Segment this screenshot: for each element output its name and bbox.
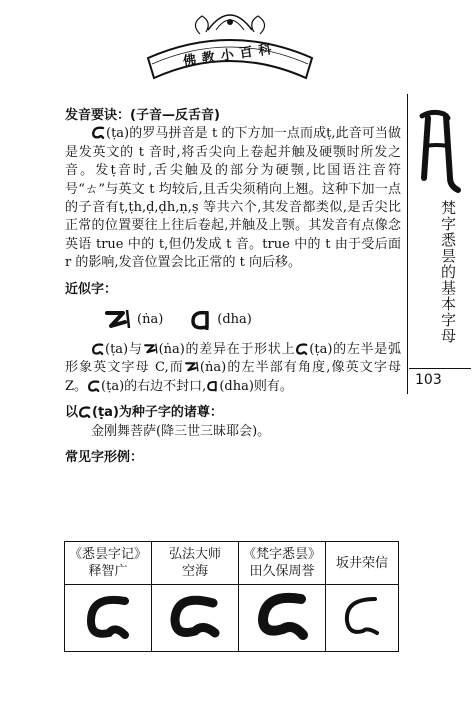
siddham-dha-glyph [189,308,213,332]
similar-text-b: (ṅa)的差异在于形状上 [158,342,296,358]
column-divider [407,94,408,394]
glyph-cell [152,585,239,652]
similar-samples [103,305,401,335]
banner-title: 佛教小百科 [182,41,279,70]
pronunciation-paragraph [65,125,401,272]
siddham-ta-large-glyph [414,108,462,194]
siddham-ta-glyph [78,405,92,419]
deities-heading-text: 为种子字的诸尊： [118,405,223,421]
similar-text-e: (ṭa)的右边不封口, [101,378,207,394]
source-cell [239,542,326,585]
source-line1: 坂井荣信 [335,555,388,571]
deities-heading: 以 (ṭa)为种子字的诸尊： [65,405,223,421]
siddham-nga-glyph [143,342,159,356]
siddham-nga-glyph [184,360,200,374]
siddham-ta-calligraphy-3 [253,589,311,643]
siddham-ta-glyph [91,342,105,356]
source-line1: 《梵字悉昙》 [242,547,321,562]
source-line1: 《悉昙字记》 [68,547,147,562]
siddham-ta-glyph [295,342,309,356]
pronunciation-heading: 发音要诀：(子音—反舌音) [65,108,220,123]
source-line2: 空海 [181,564,208,579]
forms-table [64,541,399,652]
siddham-ta-calligraphy-4 [337,589,387,643]
similar-text-f: (dha)则有。 [219,378,293,394]
sample1-roman: (ṅa) [137,311,164,327]
siddham-dha-glyph [206,379,219,393]
main-content [65,107,401,468]
similar-paragraph [65,341,401,396]
pronunciation-text: 的罗马拼音是 t 的下方加一点而成ṭ,此音可当做是发英文的 t 音时,将舌尖向上卷起并触及硬颚时所发之音。发ṭ音时,舌尖触及的部分为硬颚,比国语注音符号“ㄊ”与英文 t 均较后,且舌尖须稍向上翘。这种下加一点的子音有ṭ,ṭh,ḍ,ḍh,ṇ,ṣ 等共六个,其发音都类似,是舌尖比正常的位置要往上往后卷起,并触及上颚。其发音有点像念英语 true 中的 t,但仍发成 t 音。true 中的 t 由于受后面 r 的影响,发音位置会比正常的 t 向后移。 [65,126,401,271]
source-line2: 田久保周誉 [249,564,315,579]
page-number: 103 [409,368,471,391]
siddham-nga-glyph [103,308,133,332]
siddham-ta-calligraphy-2 [167,589,223,643]
glyph-cell [326,585,399,652]
deities-heading-roman: (ṭa) [92,405,119,421]
forms-heading: 常见字形例： [65,450,144,466]
source-line2: 释智广 [88,564,128,579]
sample2-roman: (dha) [217,311,252,327]
source-cell [326,542,399,585]
pronunciation-roman: (ṭa) [106,126,130,142]
source-cell [65,542,152,585]
source-cell [152,542,239,585]
source-line1: 弘法大师 [168,547,221,562]
similar-text-c: (ṭa)的左半是弧形象英文字母 C,而 [65,342,401,376]
glyph-cell [239,585,326,652]
siddham-ta-calligraphy-1 [81,589,135,643]
siddham-ta-glyph [91,125,106,140]
similar-text-a: (ṭa)与 [105,342,143,358]
siddham-ta-glyph [87,379,101,393]
glyph-cell [65,585,152,652]
similar-text-d: (ṅa)的左半部有角度,像英文字母 Z。 [65,360,402,394]
chapter-title: 梵字悉昙的基本字母 [439,200,457,344]
similar-heading: 近似字： [65,281,118,297]
deities-text: 金刚舞菩萨(降三世三昧耶会)。 [91,423,271,439]
